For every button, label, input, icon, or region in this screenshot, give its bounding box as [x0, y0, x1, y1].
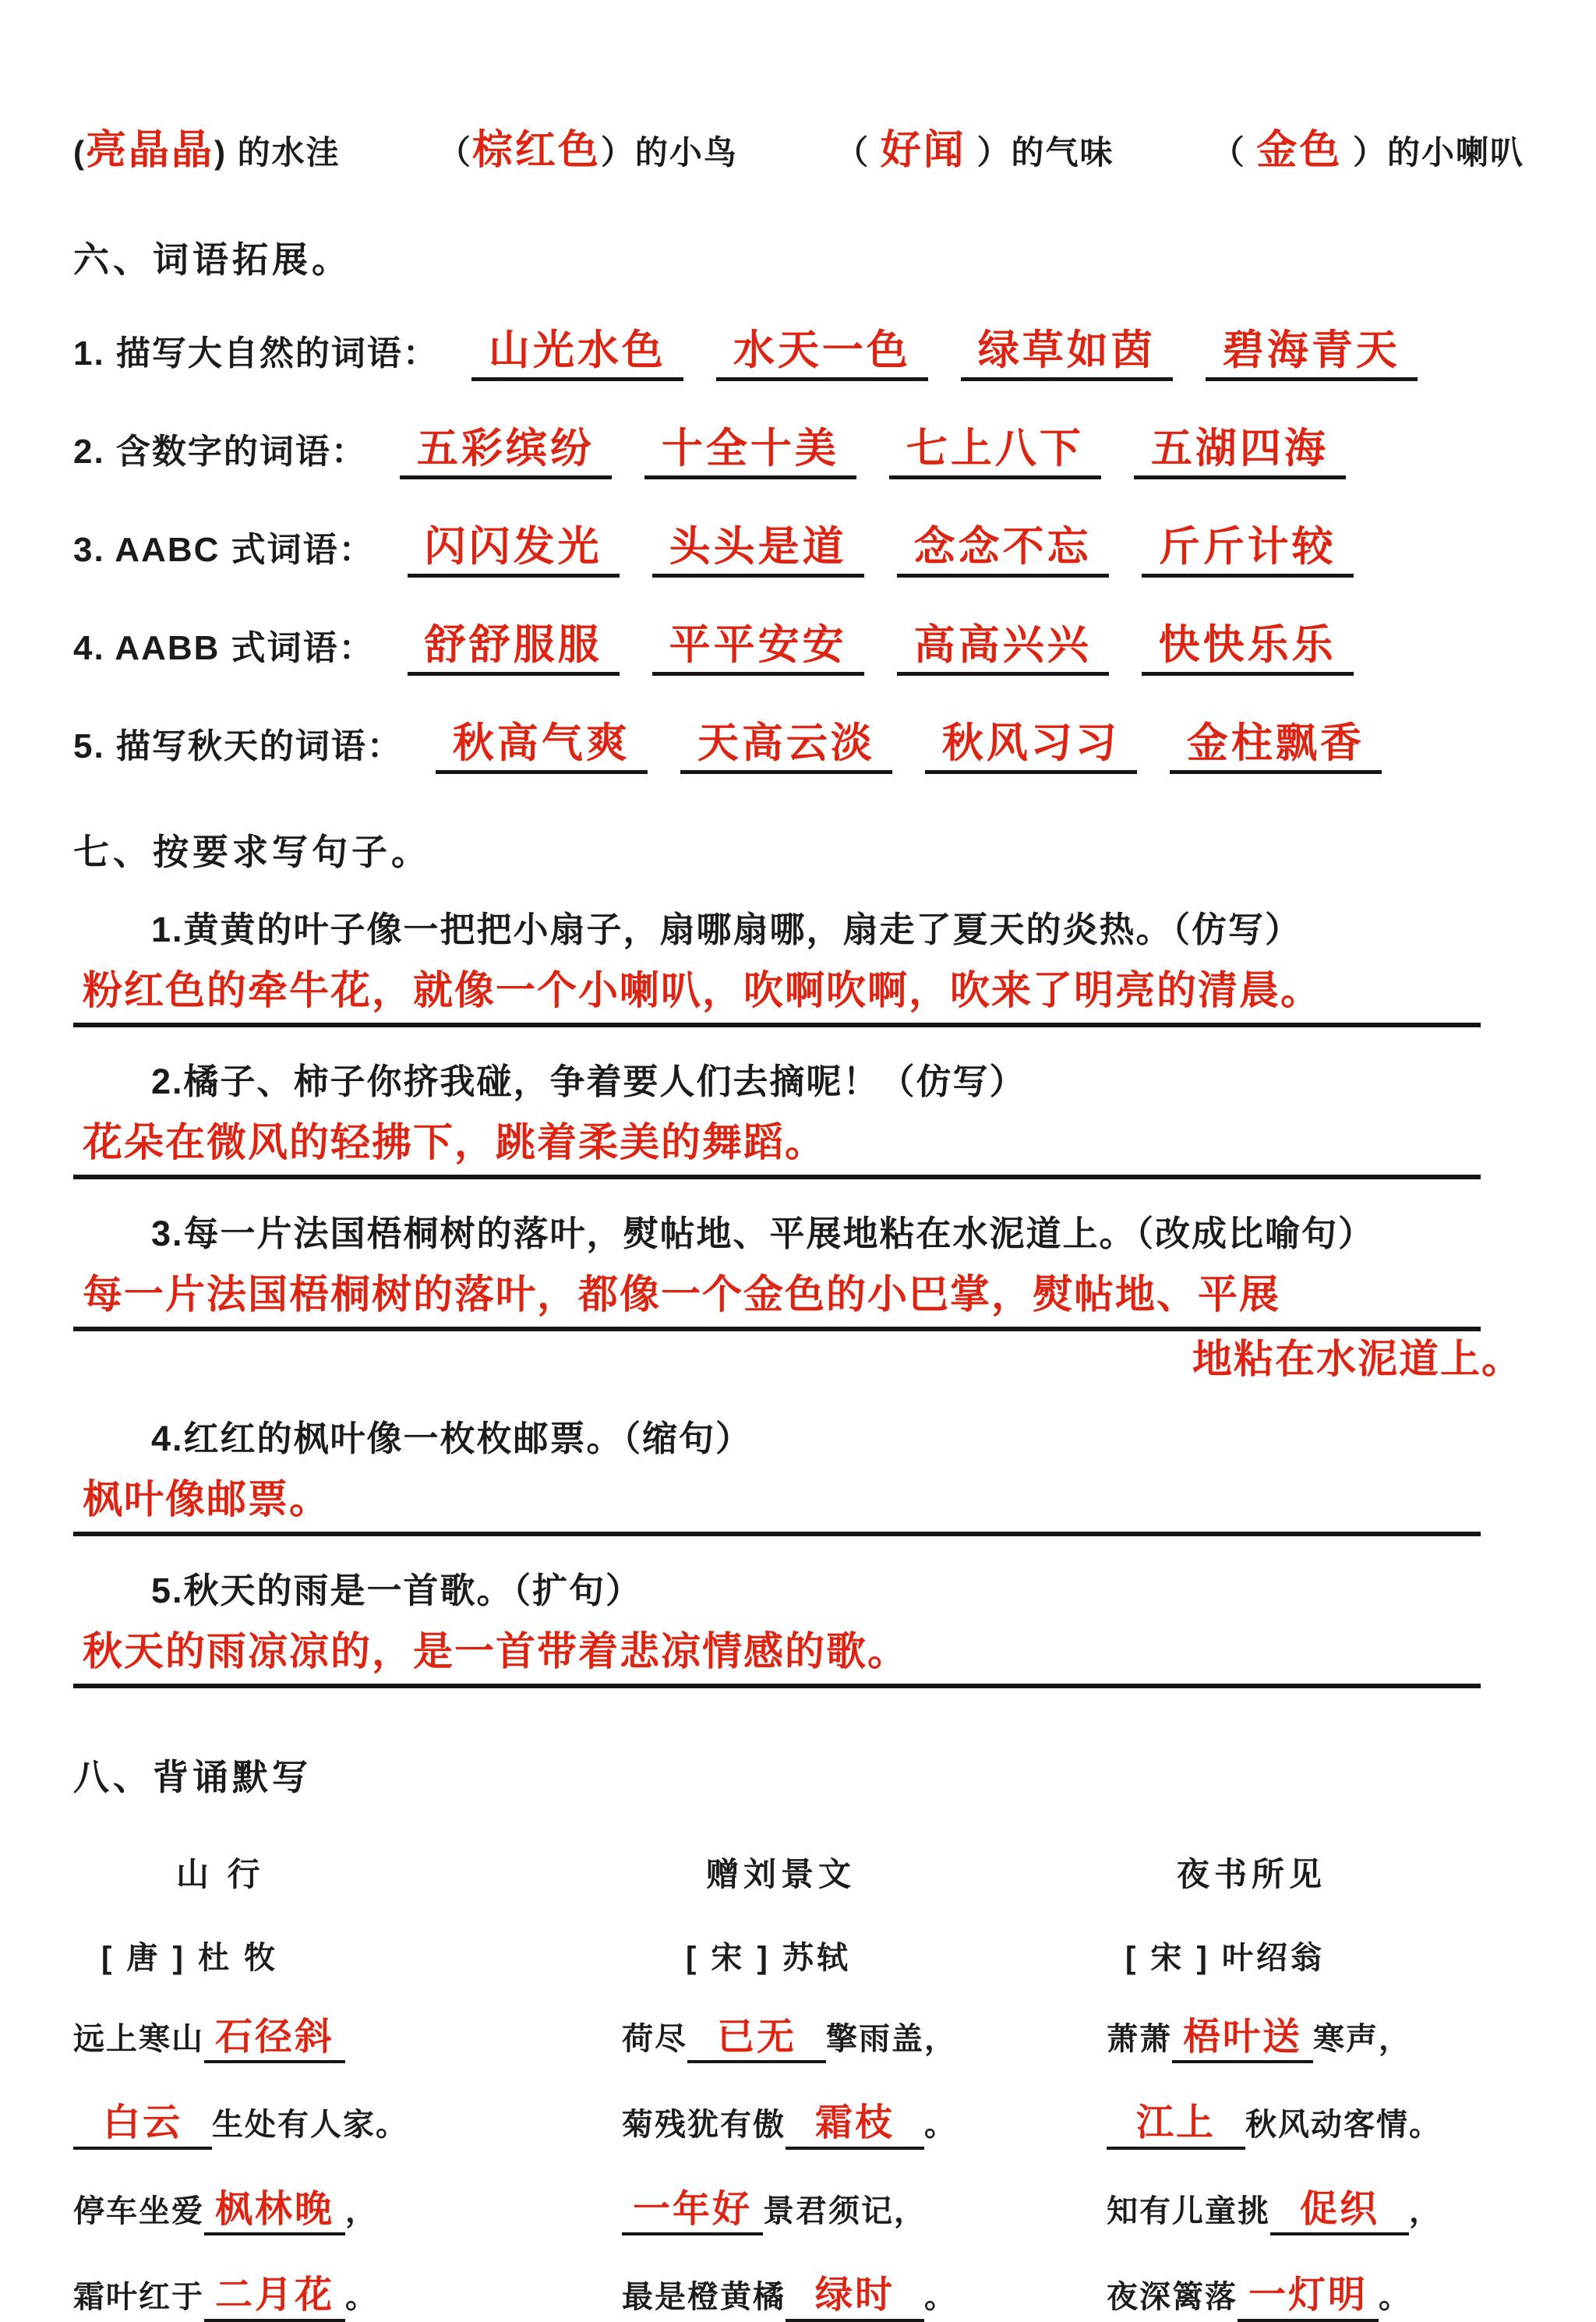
- answer-line-4: 枫叶像邮票。: [73, 1474, 1481, 1536]
- answer-blank: 头头是道: [652, 525, 864, 578]
- paren-open: （: [835, 134, 881, 171]
- section-six-header: 六、词语拓展。: [73, 239, 351, 280]
- answer-blank: 高高兴兴: [897, 623, 1109, 676]
- answer-blank: 闪闪发光: [408, 525, 620, 578]
- poem-line: [622, 2190, 1107, 2235]
- poem-author: [ 唐 ] 杜 牧: [101, 1940, 279, 1975]
- verse-text: 。: [1379, 2280, 1412, 2315]
- answer-blank: 枫林晚: [204, 2190, 345, 2235]
- poem-title: 赠刘景文: [706, 1855, 856, 1893]
- answer-blank: 石径斜: [204, 2018, 345, 2063]
- poem-ye-shu-suo-jian: [1107, 1815, 1524, 2322]
- answer-blank: 秋风习习: [925, 721, 1137, 774]
- fill-segment: [1212, 117, 1524, 175]
- answer-text: 金色: [1256, 128, 1343, 173]
- word-expansion-row-2: [73, 423, 1524, 479]
- verse-text: 知有儿童挑: [1107, 2193, 1270, 2228]
- answer-blank: 水天一色: [716, 328, 928, 381]
- verse-text: 擎雨盖，: [826, 2021, 957, 2056]
- answer-blank: 梧叶送: [1172, 2018, 1313, 2063]
- row-label: 3. AABC 式词语：: [73, 531, 375, 569]
- poem-zeng-liu-jing-wen: [622, 1815, 1107, 2322]
- answer-blank: 一年好: [622, 2190, 763, 2235]
- poem-shan-xing: [73, 1815, 622, 2322]
- section-eight-header: 八、背诵默写: [73, 1756, 312, 1797]
- row-label: 4. AABB 式词语：: [73, 629, 375, 667]
- answer-blank: 快快乐乐: [1142, 623, 1354, 676]
- verse-text: 景君须记，: [763, 2193, 927, 2228]
- answer-blank: 念念不忘: [897, 525, 1109, 578]
- verse-text: 寒声，: [1313, 2021, 1412, 2056]
- answer-text: 亮晶晶: [86, 128, 215, 173]
- paren-open: （: [1211, 134, 1257, 171]
- paren-open: （: [437, 134, 472, 171]
- section-seven-header: 七、按要求写句子。: [73, 832, 431, 872]
- answer-blank: 七上八下: [889, 426, 1101, 479]
- answer-blank: 秋高气爽: [436, 721, 648, 774]
- answer-line-3-continuation: 地粘在水泥道上。: [1192, 1337, 1523, 1382]
- answer-line-3: 每一片法国梧桐树的落叶，都像一个金色的小巴掌，熨帖地、平展: [73, 1269, 1481, 1331]
- verse-text: 最是橙黄橘: [622, 2280, 786, 2315]
- poem-line: [622, 2018, 1107, 2063]
- verse-text: 生处有人家。: [212, 2108, 408, 2143]
- verse-text: 。: [924, 2108, 957, 2143]
- question-5: 5.秋天的雨是一首歌。（扩句）: [151, 1570, 643, 1610]
- noun-text: ）的气味: [966, 134, 1114, 171]
- fill-segment: [835, 117, 1114, 175]
- row-label: 5. 描写秋天的词语：: [73, 727, 403, 765]
- fill-segment: [438, 117, 738, 175]
- poem-author: [ 宋 ] 叶绍翁: [1125, 1940, 1325, 1975]
- answer-line-1: 粉红色的牵牛花，就像一个小喇叭，吹啊吹啊，吹来了明亮的清晨。: [73, 965, 1481, 1027]
- word-expansion-row-4: [73, 620, 1524, 676]
- answer-text: 棕红色: [471, 128, 601, 173]
- poem-line: [73, 2190, 622, 2235]
- question-1: 1.黄黄的叶子像一把把小扇子，扇哪扇哪，扇走了夏天的炎热。（仿写）: [151, 910, 1302, 949]
- poem-line: [1107, 2276, 1524, 2321]
- noun-text: ）的小喇叭: [1342, 134, 1524, 171]
- answer-blank: 白云: [73, 2104, 212, 2149]
- verse-text: 远上寒山: [73, 2021, 204, 2056]
- row-label: 1. 描写大自然的词语：: [73, 334, 439, 373]
- answer-blank: 斤斤计较: [1142, 525, 1354, 578]
- poem-line: [622, 2104, 1107, 2149]
- word-expansion-row-3: [73, 521, 1524, 578]
- poem-author: [ 宋 ] 苏轼: [686, 1940, 851, 1975]
- answer-blank: 已无: [687, 2018, 826, 2063]
- answer-blank: 一灯明: [1238, 2276, 1379, 2321]
- answer-line-5: 秋天的雨凉凉的，是一首带着悲凉情感的歌。: [73, 1626, 1481, 1688]
- question-3: 3.每一片法国梧桐树的落叶，熨帖地、平展地粘在水泥道上。（改成比喻句）: [151, 1214, 1375, 1254]
- answer-blank: 二月花: [204, 2276, 345, 2321]
- answer-line-2: 花朵在微风的轻拂下，跳着柔美的舞蹈。: [73, 1117, 1481, 1179]
- row-label: 2. 含数字的词语：: [73, 433, 367, 471]
- poem-line: [73, 2276, 622, 2321]
- answer-blank: 霜枝: [786, 2104, 924, 2149]
- verse-text: 荷尽: [622, 2021, 687, 2056]
- poem-line: [1107, 2104, 1524, 2149]
- question-4: 4.红红的枫叶像一枚枚邮票。（缩句）: [151, 1418, 753, 1458]
- verse-text: 萧萧: [1107, 2021, 1172, 2056]
- poem-line: [1107, 2190, 1524, 2235]
- answer-blank: 绿草如茵: [961, 328, 1173, 381]
- word-expansion-row-1: [73, 325, 1524, 381]
- verse-text: 夜深篱落: [1107, 2280, 1238, 2315]
- answer-blank: 五彩缤纷: [400, 426, 612, 479]
- verse-text: 霜叶红于: [73, 2280, 204, 2315]
- poem-title: 山 行: [176, 1855, 265, 1893]
- poem-line: [73, 2104, 622, 2149]
- answer-blank: 碧海青天: [1206, 328, 1418, 381]
- answer-blank: 十全十美: [644, 426, 856, 479]
- poems-grid: [73, 1815, 1524, 2322]
- poem-line: [73, 2018, 622, 2063]
- noun-text: ) 的水洼: [214, 134, 341, 171]
- verse-text: 。: [345, 2280, 379, 2315]
- verse-text: 菊残犹有傲: [622, 2108, 786, 2143]
- fill-segment: [73, 117, 341, 175]
- noun-text: ）的小鸟: [600, 134, 738, 171]
- answer-blank: 江上: [1107, 2104, 1245, 2149]
- answer-blank: 五湖四海: [1134, 426, 1346, 479]
- answer-blank: 金柱飘香: [1170, 721, 1382, 774]
- poem-line: [622, 2276, 1107, 2321]
- answer-blank: 天高云淡: [680, 721, 892, 774]
- question-2: 2.橘子、柿子你挤我碰，争着要人们去摘呢！（仿写）: [151, 1062, 1026, 1102]
- word-expansion-row-5: [73, 718, 1524, 774]
- verse-text: ，: [1409, 2193, 1442, 2228]
- answer-blank: 绿时: [786, 2276, 924, 2321]
- poem-line: [1107, 2018, 1524, 2063]
- paren-open: (: [73, 134, 86, 171]
- answer-blank: 山光水色: [471, 328, 683, 381]
- verse-text: ，: [345, 2193, 379, 2228]
- verse-text: 。: [924, 2280, 957, 2315]
- answer-blank: 平平安安: [652, 623, 864, 676]
- fill-in-blank-line: [73, 117, 1524, 175]
- poem-title: 夜书所见: [1177, 1855, 1327, 1893]
- answer-blank: 舒舒服服: [408, 623, 620, 676]
- verse-text: 秋风动客情。: [1245, 2108, 1442, 2143]
- answer-blank: 促织: [1270, 2190, 1409, 2235]
- answer-text: 好闻: [880, 128, 966, 173]
- verse-text: 停车坐爱: [73, 2193, 204, 2228]
